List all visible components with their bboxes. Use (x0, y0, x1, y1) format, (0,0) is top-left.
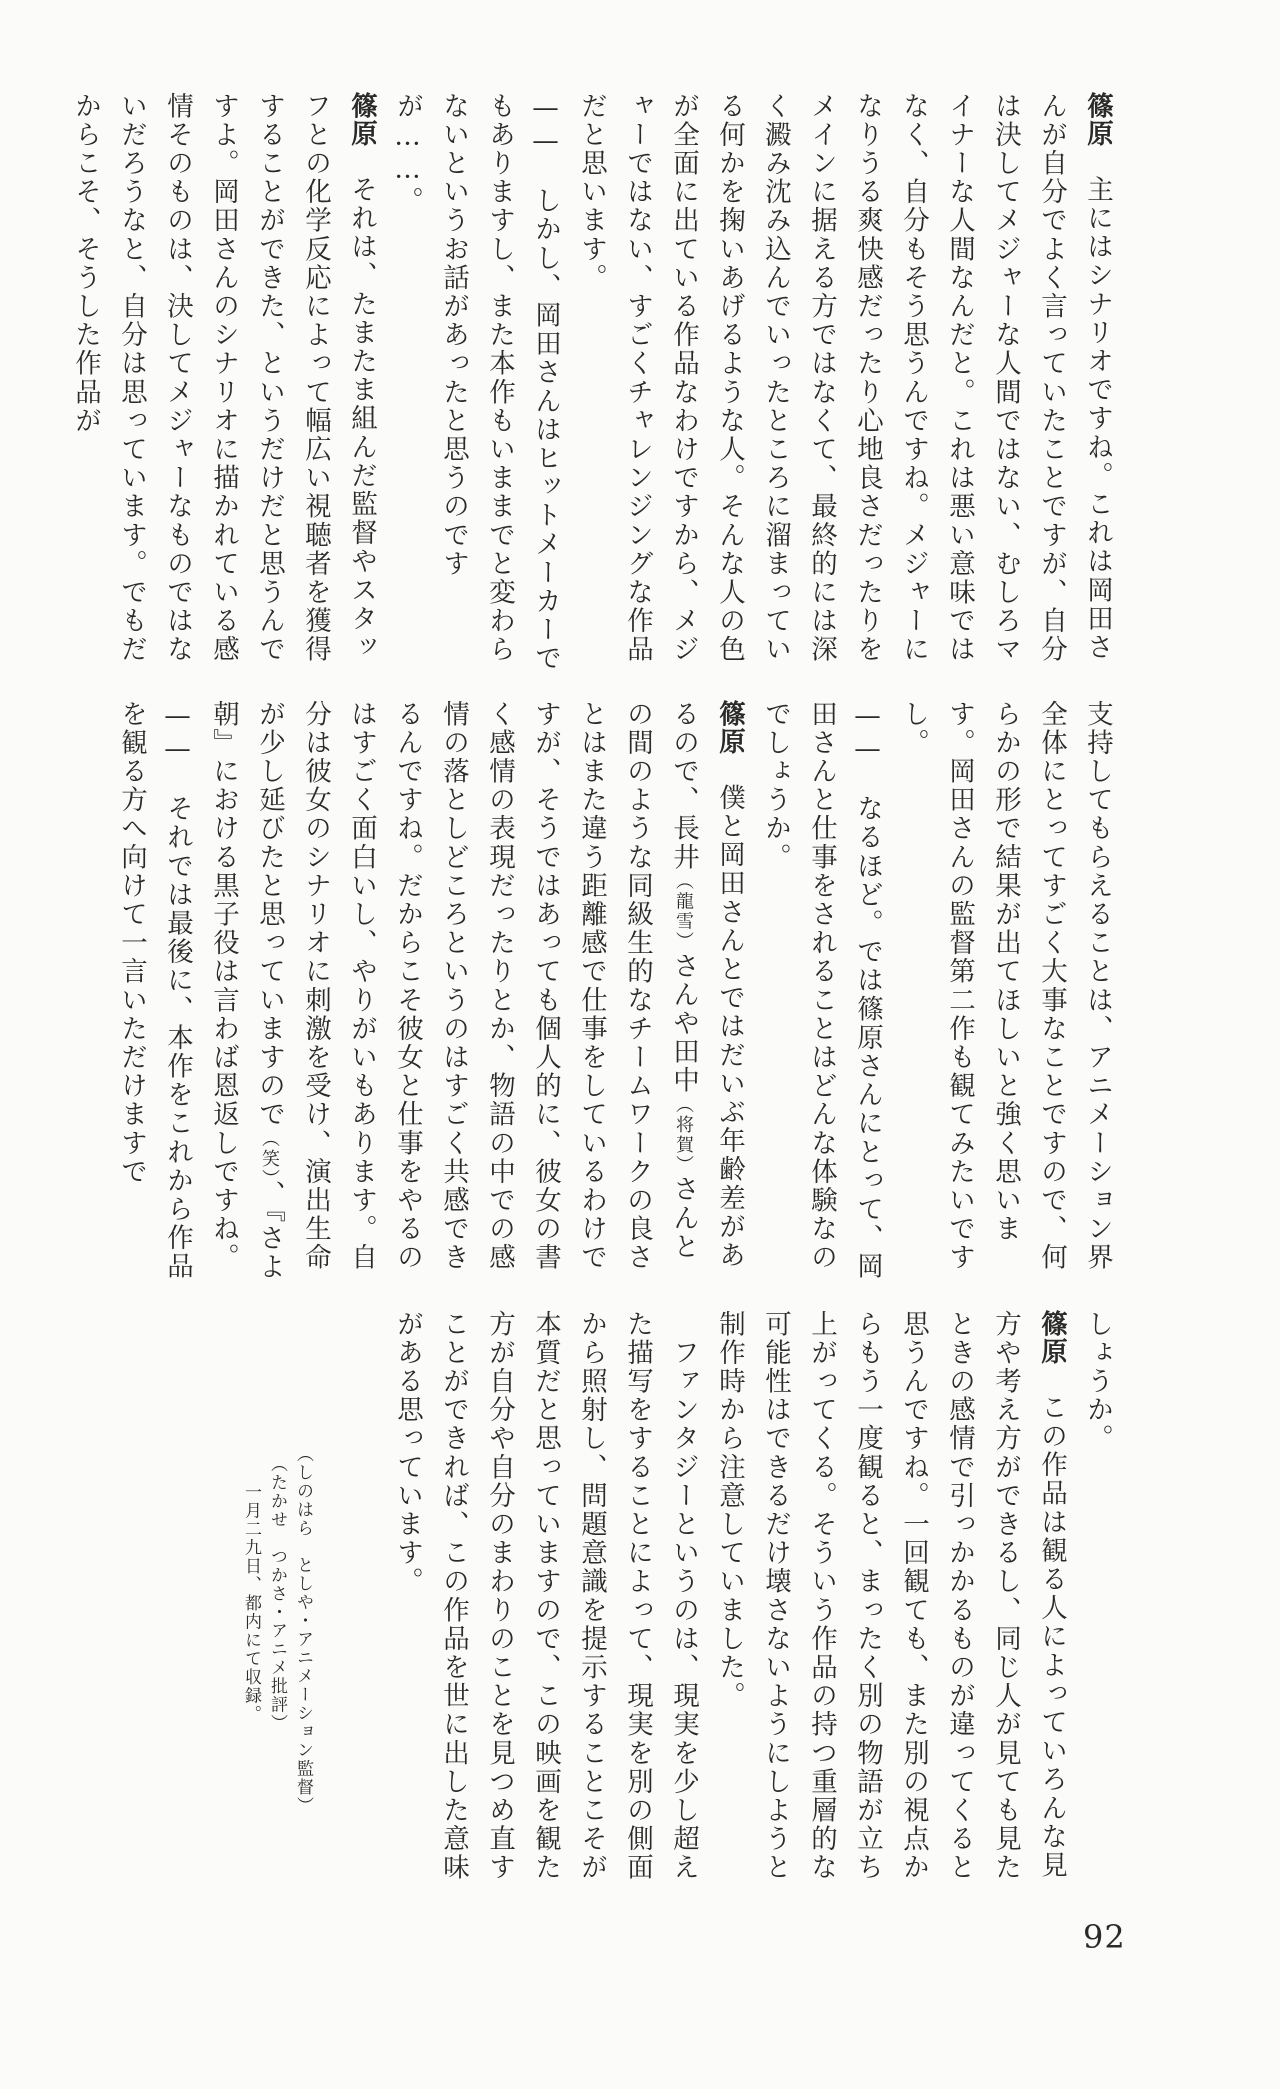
inline-note: （龍雪） (673, 871, 694, 953)
interviewer-dash: —— (852, 700, 883, 767)
inline-note: （笑） (259, 1129, 280, 1181)
paragraph (62, 92, 384, 676)
recording-note: 一月二九日、都内にて収録。 (241, 1483, 261, 1724)
paragraph-text: ファンタジーというのは、現実を少し超えた描写をすることによって、現実を別の側面から照射し、問題意識を提示することこそが本質だと思っていますので、この映画を観た方が自分や自分のまわりのことを見つめ直すことができれば、この作品を世に出した意味がある思っています。 (392, 1310, 699, 1883)
paragraph (752, 700, 890, 1284)
paragraph-text: それでは最後に、本作をこれから作品を観る方へ向けて一言いただけますで (116, 700, 193, 1282)
author-credits (238, 1445, 316, 1885)
text-tier-1 (70, 92, 1120, 676)
credit-director: （しのはら としや・アニメーション監督） (293, 1445, 313, 1815)
paragraph (890, 700, 1120, 1284)
paragraph-text: さんや田中 (668, 952, 699, 1096)
paragraph-text: なるほど。では篠原さんにとって、岡田さんと仕事をされることはどんな体験なのでしょうか。 (760, 700, 883, 1282)
paragraph-text: 僕と岡田さんとではだいぶ年齢差があるので、長井 (668, 700, 745, 1270)
paragraph (108, 700, 200, 1284)
speaker-label: 篠原 (346, 92, 377, 147)
interviewer-dash: —— (530, 92, 561, 159)
paragraph-text: それは、たまたま組んだ監督やスタッフとの化学反応によって幅広い視聴者を獲得することができた、というだけだと思うんですよ。岡田さんのシナリオに描かれている感情そのものは、決してメジャーなものではないだろうなと、自分は思っています。でもだからこそ、そうした作品が (70, 92, 377, 664)
paragraph-text: さんとの間のような同級生的なチームワークの良さとはまた違う距離感で仕事をしているわけですが、そうではあっても個人的に、彼女の書く感情の表現だったりとか、物語の中での感情の落としどころというのはすごく共感できるんですね。だからこそ彼女と仕事をやるのはすごく面白いし、やりがいもあります。自分は彼女のシナリオに刺激を受け、演出生命が少し延びたと思っていますので (254, 700, 699, 1272)
page-number: 92 (1083, 1918, 1126, 1956)
paragraph (384, 92, 568, 676)
paragraph (1074, 1310, 1120, 1890)
inline-note: （将賀） (673, 1095, 694, 1176)
paragraph-text: この作品は観る人によっていろんな見方や考え方ができるし、同じ人が見ても見たときの感情で引っかかるものが違ってくると思うんですね。一回観ても、また別の視点からもう一度観ると、まったく別の物語が立ち上がってくる。そういう作品の持つ重層的な可能性はできるだけ壊さないようにしようと制作時から注意していました。 (714, 1310, 1067, 1882)
paragraph-text: しょうか。 (1082, 1310, 1113, 1453)
credit-critic: （たかせ つかさ・アニメ批評） (267, 1455, 287, 1733)
paragraph-text: 支持してもらえることは、アニメーション界全体にとってすごく大事なことですので、何らかの形で結果が出てほしいと強く思います。岡田さんの監督第二作も観てみたいですし。 (898, 700, 1113, 1272)
paragraph (384, 1310, 706, 1890)
paragraph-text: 主にはシナリオですね。これは岡田さんが自分でよく言っていたことですが、自分は決してメジャーな人間ではない、むしろマイナーな人間なんだと。これは悪い意味ではなく、自分もそう思うんですね。メジャーになりうる爽快感だったり心地良さだったりをメインに据える方ではなくて、最終的には深く澱み沈み込んでいったところに溜まっている何かを掬いあげるような人。そんな人の色が全面に出ている作品なわけですから、メジャーではない、すごくチャレンジングな作品だと思います。 (576, 92, 1113, 664)
speaker-label: 篠原 (1082, 92, 1113, 147)
paragraph-text: しかし、岡田さんはヒットメーカーでもありますし、また本作もいままでと変わらないというお話があったと思うのですが……。 (392, 92, 561, 674)
interviewer-dash: —— (162, 700, 193, 767)
speaker-label: 篠原 (714, 700, 745, 755)
text-tier-2 (116, 700, 1120, 1284)
paragraph (706, 1310, 1074, 1890)
paragraph (200, 700, 752, 1284)
paragraph (568, 92, 1120, 676)
speaker-label: 篠原 (1036, 1310, 1067, 1365)
paragraph-text: 、『さよ朝』における黒子役は言わば恩返しですね。 (208, 700, 285, 1282)
